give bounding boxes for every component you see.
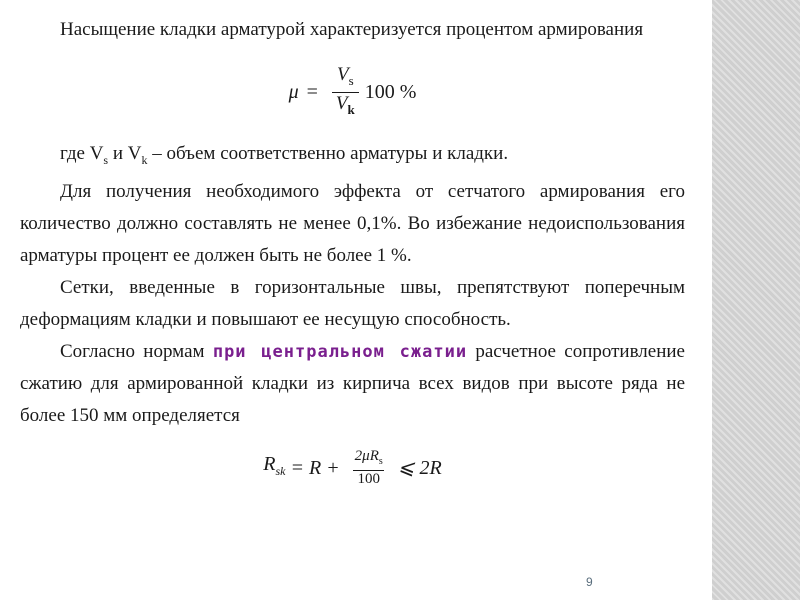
formula2-lhs — [263, 448, 285, 487]
formula-denominator — [332, 92, 359, 121]
formula-reinforcement-percent — [20, 46, 685, 138]
where-sub-s: s — [103, 152, 109, 167]
formula2-rel: ⩽ 2R — [392, 456, 442, 479]
where-sub-k: k — [141, 152, 148, 167]
formula2-eq: = R + — [285, 456, 345, 479]
paragraph-meshes: Сетки, введенные в горизонтальные швы, препятствуют поперечным деформациям кладки и повышают ее несущую способность. — [20, 276, 685, 330]
where-text-b: и V — [108, 143, 142, 164]
formula2-lhs-sub: sk — [275, 464, 286, 479]
norms-text-a: Согласно нормам — [60, 340, 213, 362]
highlight-central-compression: при центральном сжатии — [212, 341, 468, 362]
where-text-c: – объем соответственно арматуры и кладки. — [147, 143, 509, 164]
numerator-sub: s — [348, 72, 354, 88]
denominator-symbol: V — [335, 92, 348, 114]
formula2-denominator: 100 — [353, 470, 384, 488]
formula2-num-sub: s — [378, 455, 383, 467]
norms-text-b: расчетное сопротивление сжатию для армированной кладки из кирпича всех видов при высоте ряда не более 150 мм определяется — [20, 340, 685, 426]
paragraph-intro: Насыщение кладки арматурой характеризуется процентом армирования — [60, 19, 644, 40]
formula-rhs: 100 % — [364, 81, 417, 103]
slide-content — [20, 14, 685, 504]
denominator-sub: k — [347, 101, 355, 117]
formula-design-resistance — [20, 432, 685, 504]
where-text-a: где V — [60, 143, 104, 164]
numerator-symbol: V — [336, 63, 349, 85]
page-number: 9 — [586, 575, 593, 589]
decorative-side-stripe — [712, 0, 800, 600]
formula2-lhs-symbol: R — [263, 453, 276, 476]
formula-mu: μ — [288, 81, 299, 103]
formula-equals: = — [306, 81, 318, 103]
paragraph-where — [20, 138, 685, 176]
formula2-fraction — [351, 448, 387, 488]
formula2-num-text: 2μR — [354, 447, 379, 464]
paragraph-norms — [20, 336, 685, 432]
formula-fraction — [332, 64, 359, 121]
formula2-numerator — [351, 448, 387, 470]
paragraph-effect: Для получения необходимого эффекта от сетчатого армирования его количество должно составлять не менее 0,1%. Во избежание недоиспользования арматуры процент ее должен быть не более 1 %. — [20, 180, 685, 266]
formula-numerator — [333, 64, 358, 92]
